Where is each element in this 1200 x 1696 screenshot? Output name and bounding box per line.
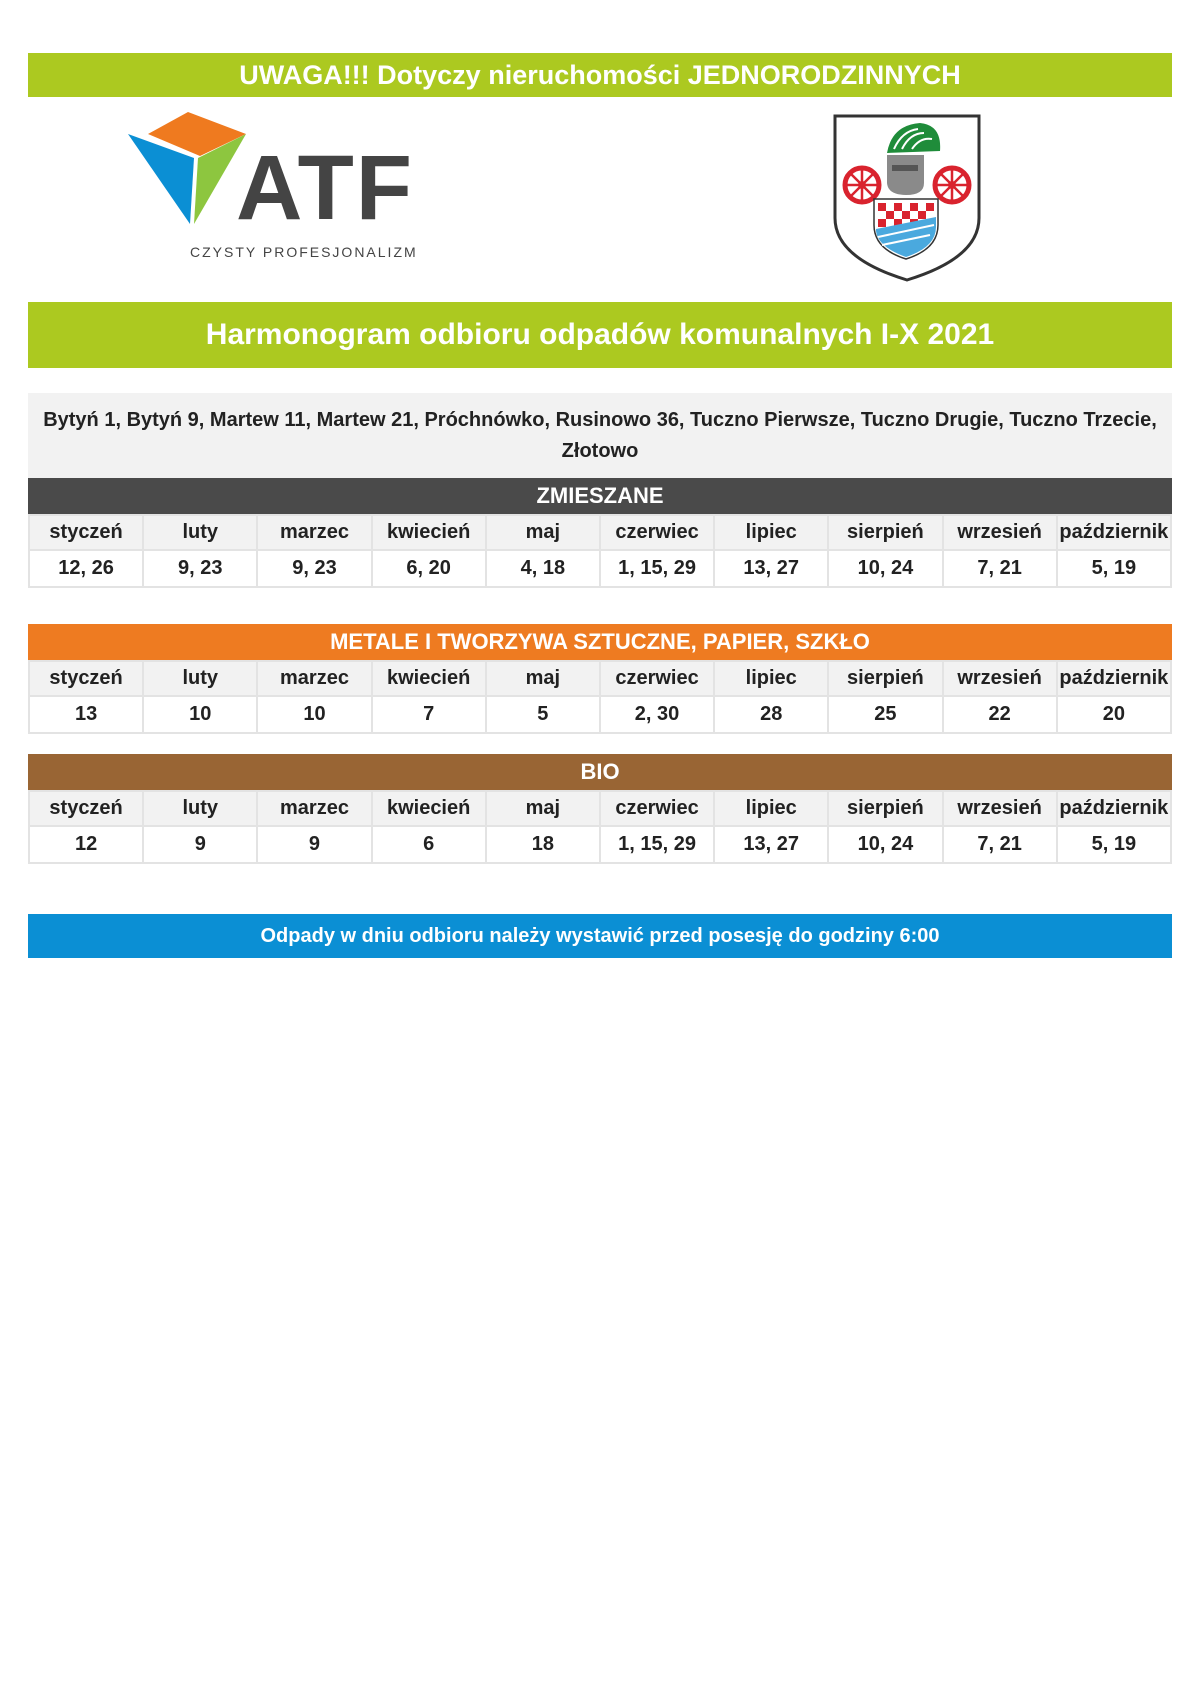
day-cell: 6, 20 — [372, 550, 486, 587]
schedule-title: Harmonogram odbioru odpadów komunalnych I-X 2021 — [205, 318, 995, 351]
section-header-recyclables: METALE I TWORZYWA SZTUCZNE, PAPIER, SZKŁO — [28, 624, 1172, 660]
atf-wordmark: ATF — [236, 137, 415, 239]
coat-of-arms — [832, 113, 982, 283]
schedule-table-bio — [28, 790, 1172, 864]
month-cell: marzec — [257, 515, 371, 550]
day-cell: 4, 18 — [486, 550, 600, 587]
month-cell: lipiec — [714, 661, 828, 696]
day-cell: 5, 19 — [1057, 550, 1171, 587]
month-cell: wrzesień — [943, 515, 1057, 550]
day-cell: 10, 24 — [828, 550, 942, 587]
atf-tagline: CZYSTY PROFESJONALIZM — [190, 244, 418, 260]
month-cell: marzec — [257, 661, 371, 696]
month-cell: wrzesień — [943, 791, 1057, 826]
notice-banner — [28, 53, 1172, 97]
day-cell: 5, 19 — [1057, 826, 1171, 863]
day-cell: 12, 26 — [29, 550, 143, 587]
days-row — [29, 826, 1171, 863]
day-cell: 28 — [714, 696, 828, 733]
day-cell: 7, 21 — [943, 550, 1057, 587]
schedule-table-mixed — [28, 514, 1172, 588]
month-cell: sierpień — [828, 515, 942, 550]
months-row — [29, 791, 1171, 826]
day-cell: 9 — [257, 826, 371, 863]
day-cell: 9, 23 — [257, 550, 371, 587]
day-cell: 13 — [29, 696, 143, 733]
day-cell: 18 — [486, 826, 600, 863]
month-cell: wrzesień — [943, 661, 1057, 696]
month-cell: kwiecień — [372, 515, 486, 550]
day-cell: 13, 27 — [714, 550, 828, 587]
month-cell: luty — [143, 661, 257, 696]
atf-logo — [128, 112, 468, 262]
day-cell: 7 — [372, 696, 486, 733]
coat-of-arms-icon — [832, 113, 982, 283]
month-cell: październik — [1057, 515, 1171, 550]
month-cell: luty — [143, 515, 257, 550]
month-cell: sierpień — [828, 791, 942, 826]
month-cell: kwiecień — [372, 661, 486, 696]
schedule-title-banner — [28, 302, 1172, 368]
day-cell: 9, 23 — [143, 550, 257, 587]
day-cell: 10 — [143, 696, 257, 733]
day-cell: 5 — [486, 696, 600, 733]
locations-list: Bytyń 1, Bytyń 9, Martew 11, Martew 21, Próchnówko, Rusinowo 36, Tuczno Pierwsze, Tuczno Drugie, Tuczno Trzecie, Złotowo — [28, 393, 1172, 478]
month-cell: maj — [486, 791, 600, 826]
month-cell: styczeń — [29, 791, 143, 826]
day-cell: 25 — [828, 696, 942, 733]
day-cell: 10 — [257, 696, 371, 733]
month-cell: marzec — [257, 791, 371, 826]
section-header-bio: BIO — [28, 754, 1172, 790]
month-cell: styczeń — [29, 515, 143, 550]
footer-note: Odpady w dniu odbioru należy wystawić przed posesję do godziny 6:00 — [260, 924, 940, 947]
day-cell: 22 — [943, 696, 1057, 733]
day-cell: 10, 24 — [828, 826, 942, 863]
day-cell: 13, 27 — [714, 826, 828, 863]
month-cell: luty — [143, 791, 257, 826]
day-cell: 9 — [143, 826, 257, 863]
section-mixed-waste — [28, 478, 1172, 588]
month-cell: lipiec — [714, 515, 828, 550]
day-cell: 1, 15, 29 — [600, 550, 714, 587]
day-cell: 2, 30 — [600, 696, 714, 733]
month-cell: październik — [1057, 661, 1171, 696]
days-row — [29, 696, 1171, 733]
footer-banner — [28, 914, 1172, 958]
month-cell: październik — [1057, 791, 1171, 826]
month-cell: czerwiec — [600, 661, 714, 696]
months-row — [29, 661, 1171, 696]
section-header-mixed: ZMIESZANE — [28, 478, 1172, 514]
day-cell: 7, 21 — [943, 826, 1057, 863]
month-cell: maj — [486, 661, 600, 696]
month-cell: sierpień — [828, 661, 942, 696]
day-cell: 12 — [29, 826, 143, 863]
notice-text: UWAGA!!! Dotyczy nieruchomości JEDNORODZINNYCH — [239, 59, 961, 90]
day-cell: 6 — [372, 826, 486, 863]
day-cell: 1, 15, 29 — [600, 826, 714, 863]
month-cell: czerwiec — [600, 515, 714, 550]
day-cell: 20 — [1057, 696, 1171, 733]
section-recyclables — [28, 624, 1172, 734]
month-cell: kwiecień — [372, 791, 486, 826]
days-row — [29, 550, 1171, 587]
month-cell: styczeń — [29, 661, 143, 696]
month-cell: lipiec — [714, 791, 828, 826]
month-cell: czerwiec — [600, 791, 714, 826]
schedule-table-recyclables — [28, 660, 1172, 734]
section-bio — [28, 754, 1172, 864]
months-row — [29, 515, 1171, 550]
month-cell: maj — [486, 515, 600, 550]
